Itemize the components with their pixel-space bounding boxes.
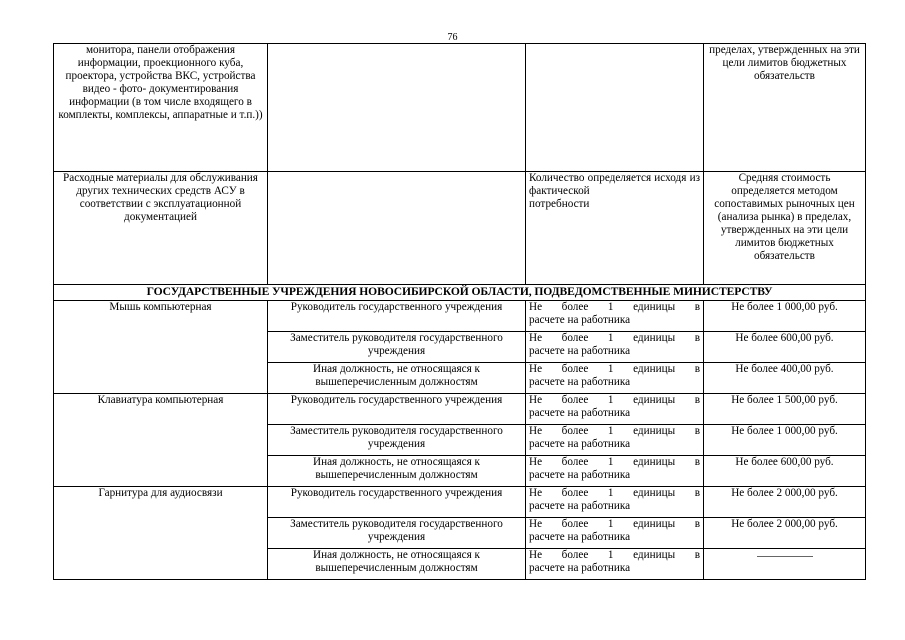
dash-placeholder [757,556,813,557]
table-row [54,394,866,425]
quantity-cell [526,363,704,394]
norms-table [53,43,866,580]
position-cell: Заместитель руководителя государственного учреждения [268,332,526,363]
quantity-cell [526,456,704,487]
item-name-cell: монитора, панели отображения информации, проекционного куба, проектора, устройства ВКС, устройства видео - фото- документирования информации (в том числе входящего в комплекты, комплексы, аппаратные и т.п.)) [54,44,268,172]
quantity-text: Не более 1 единицы в [529,549,700,561]
position-cell: Руководитель государственного учреждения [268,487,526,518]
position-cell: Иная должность, не относящаяся к вышеперечисленным должностям [268,456,526,487]
position-cell: Руководитель государственного учреждения [268,394,526,425]
quantity-text-last-line: потребности [529,198,590,210]
quantity-cell [526,425,704,456]
quantity-cell [526,394,704,425]
table-row [54,487,866,518]
table-row [54,172,866,285]
quantity-text-last-line: расчете на работника [529,345,631,357]
quantity-text-last-line: расчете на работника [529,531,631,543]
position-cell: Руководитель государственного учреждения [268,301,526,332]
item-name-cell: Клавиатура компьютерная [54,394,268,487]
position-cell [268,172,526,285]
price-cell: Не более 2 000,00 руб. [704,518,866,549]
position-cell: Заместитель руководителя государственного учреждения [268,518,526,549]
page-number: 76 [447,32,458,43]
section-title: ГОСУДАРСТВЕННЫЕ УЧРЕЖДЕНИЯ НОВОСИБИРСКОЙ ОБЛАСТИ, ПОДВЕДОМСТВЕННЫЕ МИНИСТЕРСТВУ [54,285,866,301]
quantity-text: Не более 1 единицы в [529,425,700,437]
quantity-text: Не более 1 единицы в [529,301,700,313]
price-cell: Не более 1 500,00 руб. [704,394,866,425]
price-cell: Не более 1 000,00 руб. [704,425,866,456]
quantity-text-last-line: расчете на работника [529,376,631,388]
quantity-cell [526,487,704,518]
quantity-text-last-line: расчете на работника [529,314,631,326]
quantity-cell [526,549,704,580]
price-cell: Не более 400,00 руб. [704,363,866,394]
section-heading-row [54,285,866,301]
quantity-cell [526,44,704,172]
price-cell: Средняя стоимость определяется методом сопоставимых рыночных цен (анализа рынка) в пределах, утвержденных на эти цели лимитов бюджетных обязательств [704,172,866,285]
price-cell: Не более 1 000,00 руб. [704,301,866,332]
quantity-cell [526,172,704,285]
quantity-text: Не более 1 единицы в [529,518,700,530]
quantity-cell [526,301,704,332]
table-row [54,301,866,332]
quantity-text: Не более 1 единицы в [529,487,700,499]
position-cell: Иная должность, не относящаяся к вышеперечисленным должностям [268,363,526,394]
quantity-text: Не более 1 единицы в [529,456,700,468]
price-cell: Не более 2 000,00 руб. [704,487,866,518]
price-cell: Не более 600,00 руб. [704,332,866,363]
position-cell: Заместитель руководителя государственного учреждения [268,425,526,456]
price-cell [704,549,866,580]
quantity-text: Не более 1 единицы в [529,332,700,344]
price-cell: пределах, утвержденных на эти цели лимитов бюджетных обязательств [704,44,866,172]
quantity-cell [526,518,704,549]
quantity-text: Не более 1 единицы в [529,363,700,375]
quantity-text-last-line: расчете на работника [529,500,631,512]
position-cell [268,44,526,172]
quantity-text-last-line: расчете на работника [529,562,631,574]
item-name-cell: Мышь компьютерная [54,301,268,394]
quantity-text-last-line: расчете на работника [529,438,631,450]
quantity-text: Не более 1 единицы в [529,394,700,406]
position-cell: Иная должность, не относящаяся к вышеперечисленным должностям [268,549,526,580]
quantity-cell [526,332,704,363]
item-name-cell: Гарнитура для аудиосвязи [54,487,268,580]
quantity-text-last-line: расчете на работника [529,407,631,419]
quantity-text-last-line: расчете на работника [529,469,631,481]
price-cell: Не более 600,00 руб. [704,456,866,487]
item-name-cell: Расходные материалы для обслуживания других технических средств АСУ в соответствии с эксплуатационной документацией [54,172,268,285]
table-row [54,44,866,172]
quantity-text: Количество определяется исходя из фактической [529,172,700,197]
